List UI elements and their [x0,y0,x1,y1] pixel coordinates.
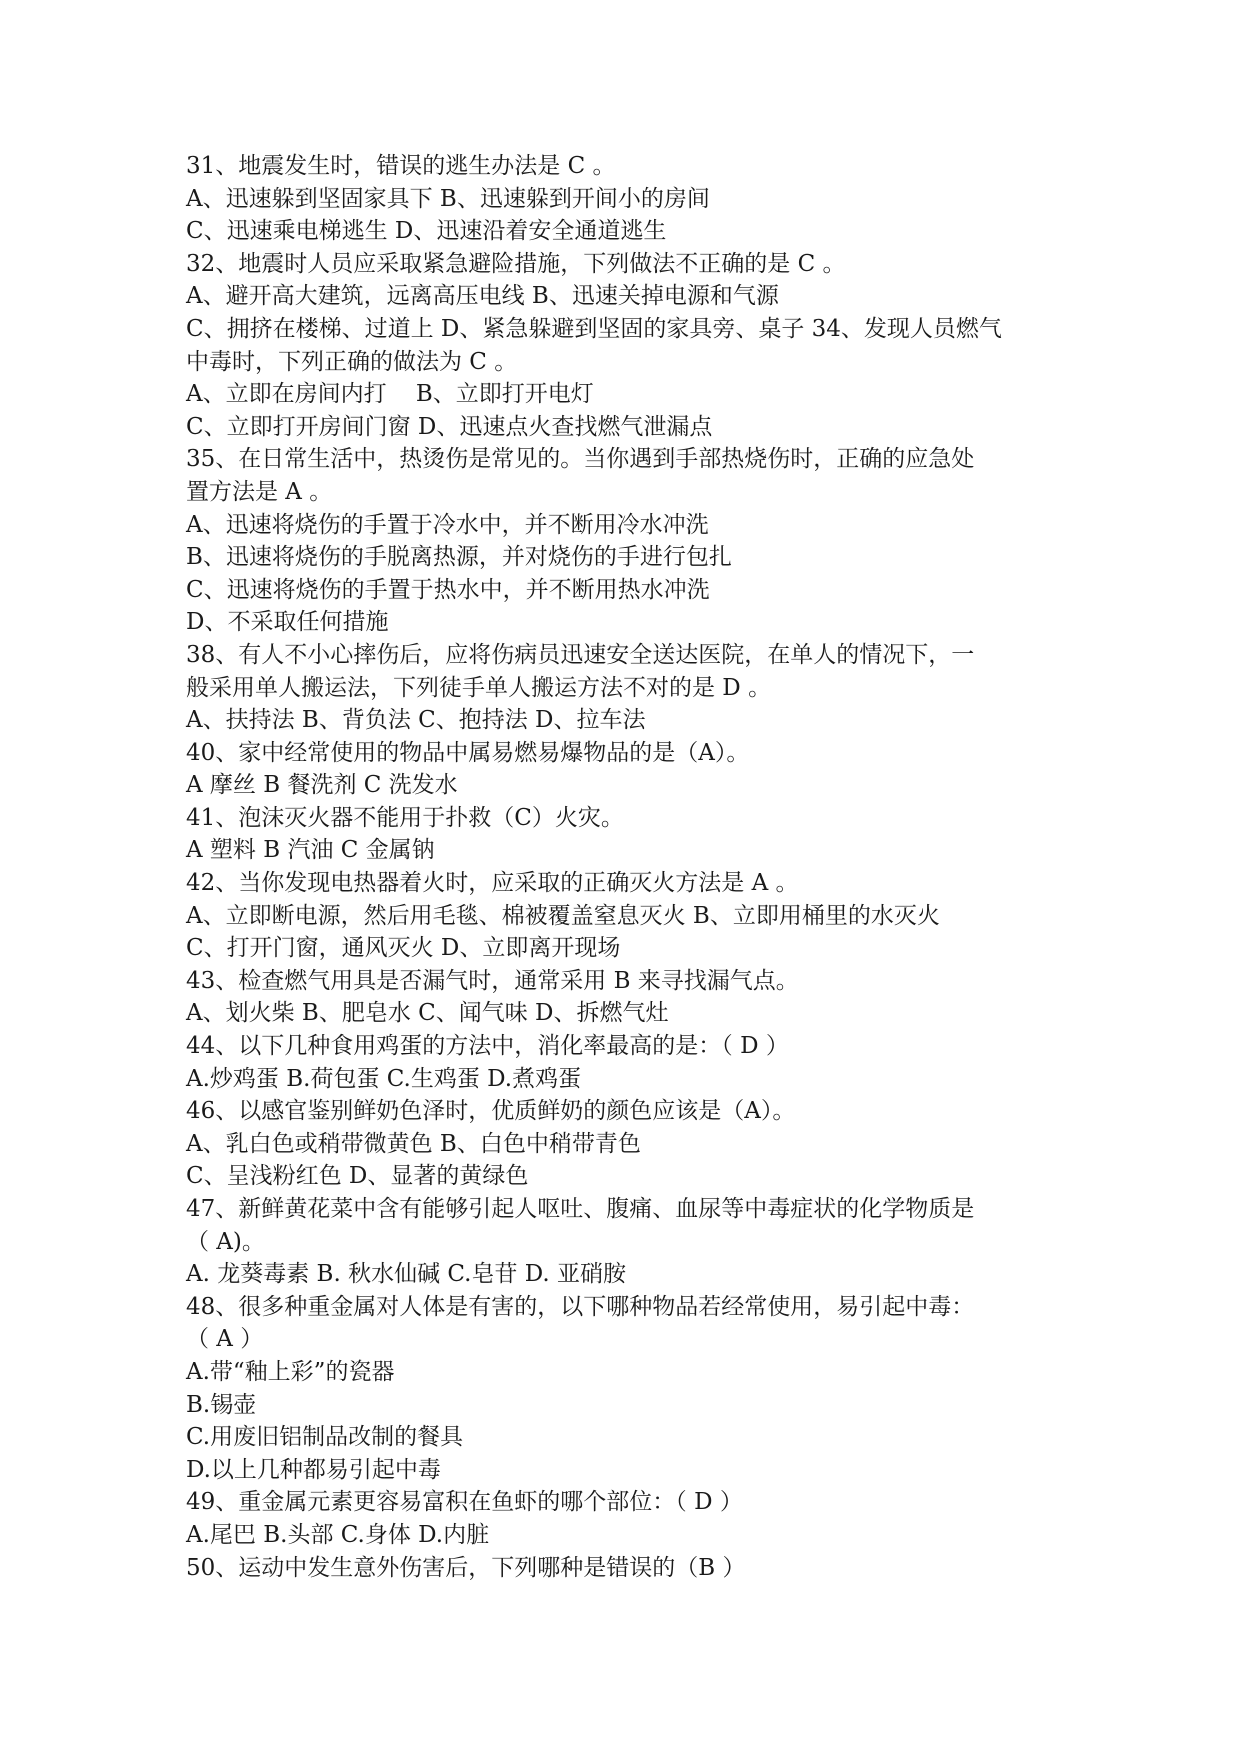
text-line: 32、地震时人员应采取紧急避险措施，下列做法不正确的是 C 。 [186,250,846,277]
text-line: A.尾巴 B.头部 C.身体 D.内脏 [186,1521,490,1548]
text-line: （ A ） [186,1326,264,1353]
text-line: A.带“釉上彩”的瓷器 [186,1358,395,1385]
text-line: 41、泡沫灭火器不能用于扑救（C）火灾。 [186,804,624,831]
text-line: B.锡壶 [186,1391,257,1418]
text-line: 50、运动中发生意外伤害后，下列哪种是错误的（B ） [186,1554,746,1581]
text-line: C、迅速将烧伤的手置于热水中，并不断用热水冲洗 [186,576,710,603]
text-line: C、呈浅粉红色 D、显著的黄绿色 [186,1163,529,1190]
text-line: A、迅速躲到坚固家具下 B、迅速躲到开间小的房间 [186,185,710,212]
text-line: 44、以下几种食用鸡蛋的方法中，消化率最高的是：（ D ） [186,1033,789,1060]
text-line: D.以上几种都易引起中毒 [186,1456,441,1483]
text-line: A、立即在房间内打 B、立即打开电灯 [186,381,594,408]
text-line: 48、很多种重金属对人体是有害的，以下哪种物品若经常使用，易引起中毒： [186,1293,975,1320]
text-line: 35、在日常生活中，热烫伤是常见的。当你遇到手部热烧伤时，正确的应急处 [186,446,975,473]
text-line: C、立即打开房间门窗 D、迅速点火查找燃气泄漏点 [186,413,713,440]
text-line: A、划火柴 B、肥皂水 C、闻气味 D、拆燃气灶 [186,1000,669,1027]
text-line: A、扶持法 B、背负法 C、抱持法 D、拉车法 [186,707,646,734]
text-line: A 塑料 B 汽油 C 金属钠 [186,837,435,864]
text-line: 47、新鲜黄花菜中含有能够引起人呕吐、腹痛、血尿等中毒症状的化学物质是 [186,1196,975,1222]
text-line: C、打开门窗，通风灭火 D、立即离开现场 [186,935,621,962]
text-line: 46、以感官鉴别鲜奶色泽时，优质鲜奶的颜色应该是（A）。 [186,1098,796,1125]
text-line: C、拥挤在楼梯、过道上 D、紧急躲避到坚固的家具旁、桌子 34、发现人员燃气 [186,315,1002,342]
text-line: 31、地震发生时，错误的逃生办法是 C 。 [186,153,616,179]
text-line: A、避开高大建筑，远离高压电线 B、迅速关掉电源和气源 [186,283,779,310]
text-line: （ A)。 [186,1228,265,1255]
text-line: A.炒鸡蛋 B.荷包蛋 C.生鸡蛋 D.煮鸡蛋 [186,1065,582,1092]
document-text [186,150,1066,1584]
text-line: 38、有人不小心摔伤后，应将伤病员迅速安全送达医院，在单人的情况下，一 [186,641,975,668]
text-line: 40、家中经常使用的物品中属易燃易爆物品的是（A）。 [186,739,750,766]
text-line: 中毒时，下列正确的做法为 C 。 [186,348,518,375]
text-line: 43、检查燃气用具是否漏气时，通常采用 B 来寻找漏气点。 [186,967,799,994]
text-line: 42、当你发现电热器着火时，应采取的正确灭火方法是 A 。 [186,870,799,897]
text-line: A、乳白色或稍带微黄色 B、白色中稍带青色 [186,1130,641,1157]
text-line: 49、重金属元素更容易富积在鱼虾的哪个部位：（ D ） [186,1489,743,1516]
text-line: A. 龙葵毒素 B. 秋水仙碱 C.皂苷 D. 亚硝胺 [186,1261,627,1288]
text-line: D、不采取任何措施 [186,609,389,636]
text-line: C、迅速乘电梯逃生 D、迅速沿着安全通道逃生 [186,218,667,245]
text-line: 置方法是 A 。 [186,478,333,505]
text-line: B、迅速将烧伤的手脱离热源，并对烧伤的手进行包扎 [186,544,732,571]
text-line: 般采用单人搬运法，下列徒手单人搬运方法不对的是 D 。 [186,674,772,701]
text-line: C.用废旧铝制品改制的餐具 [186,1424,464,1451]
text-line: A 摩丝 B 餐洗剂 C 洗发水 [186,772,458,799]
text-line: A、立即断电源，然后用毛毯、棉被覆盖窒息灭火 B、立即用桶里的水灭火 [186,902,940,929]
text-line: A、迅速将烧伤的手置于冷水中，并不断用冷水冲洗 [186,511,709,538]
